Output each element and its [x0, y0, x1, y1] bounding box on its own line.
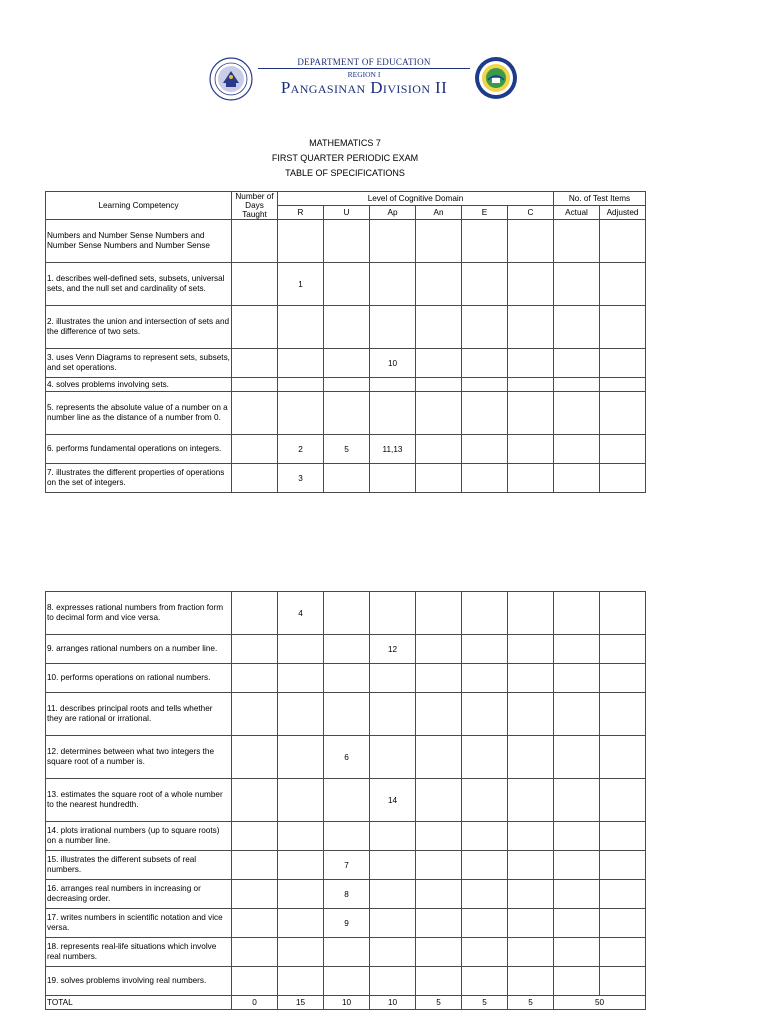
ap-cell: [370, 392, 416, 435]
adjusted-cell: [600, 693, 646, 736]
competency-cell: 10. performs operations on rational numbers.: [46, 664, 232, 693]
ap-cell: 14: [370, 779, 416, 822]
actual-cell: [554, 736, 600, 779]
u-cell: [324, 779, 370, 822]
e-cell: [462, 909, 508, 938]
competency-cell: 19. solves problems involving real numbers.: [46, 967, 232, 996]
r-cell: [278, 967, 324, 996]
adjusted-cell: [600, 435, 646, 464]
days-cell: [232, 938, 278, 967]
ap-cell: [370, 664, 416, 693]
c-cell: [508, 435, 554, 464]
actual-cell: [554, 938, 600, 967]
ap-cell: 11,13: [370, 435, 416, 464]
table-row: [46, 435, 646, 464]
days-cell: [232, 693, 278, 736]
adjusted-cell: [600, 378, 646, 392]
header-rule: [258, 68, 470, 69]
adjusted-cell: [600, 635, 646, 664]
c-cell: [508, 909, 554, 938]
ap-cell: [370, 851, 416, 880]
adjusted-cell: [600, 779, 646, 822]
c-cell: [508, 822, 554, 851]
r-cell: [278, 392, 324, 435]
r-cell: [278, 378, 324, 392]
total-label: TOTAL: [46, 996, 232, 1010]
e-cell: [462, 220, 508, 263]
an-cell: [416, 851, 462, 880]
c-cell: [508, 851, 554, 880]
ap-cell: [370, 736, 416, 779]
adjusted-cell: [600, 822, 646, 851]
u-cell: [324, 592, 370, 635]
r-cell: [278, 779, 324, 822]
competency-cell: 6. performs fundamental operations on integers.: [46, 435, 232, 464]
e-cell: [462, 736, 508, 779]
days-cell: [232, 306, 278, 349]
adjusted-cell: [600, 938, 646, 967]
exam-title: FIRST QUARTER PERIODIC EXAM: [271, 153, 419, 163]
table-row: [46, 909, 646, 938]
adjusted-cell: [600, 306, 646, 349]
an-cell: [416, 392, 462, 435]
table-row: [46, 349, 646, 378]
actual-cell: [554, 664, 600, 693]
c-cell: [508, 220, 554, 263]
competency-cell: 7. illustrates the different properties of operations on the set of integers.: [46, 464, 232, 493]
u-cell: [324, 392, 370, 435]
actual-cell: [554, 779, 600, 822]
an-cell: [416, 736, 462, 779]
header-level-u: U: [324, 206, 370, 220]
an-cell: [416, 909, 462, 938]
adjusted-cell: [600, 464, 646, 493]
adjusted-cell: [600, 880, 646, 909]
total-test-items: 50: [554, 996, 646, 1010]
ap-cell: [370, 822, 416, 851]
c-cell: [508, 693, 554, 736]
c-cell: [508, 263, 554, 306]
table-row: [46, 635, 646, 664]
department-name: DEPARTMENT OF EDUCATION: [297, 57, 431, 67]
days-cell: [232, 263, 278, 306]
header-test-items: No. of Test Items: [554, 192, 646, 206]
u-cell: 7: [324, 851, 370, 880]
an-cell: [416, 435, 462, 464]
ap-cell: [370, 220, 416, 263]
table-row: [46, 306, 646, 349]
an-cell: [416, 635, 462, 664]
division-name: Pangasinan Division II: [280, 78, 448, 97]
u-cell: 5: [324, 435, 370, 464]
competency-cell: 15. illustrates the different subsets of real numbers.: [46, 851, 232, 880]
total-ap: 10: [370, 996, 416, 1010]
header-learning-competency: Learning Competency: [46, 192, 232, 220]
e-cell: [462, 664, 508, 693]
competency-cell: 3. uses Venn Diagrams to represent sets, subsets, and set operations.: [46, 349, 232, 378]
u-cell: [324, 378, 370, 392]
actual-cell: [554, 693, 600, 736]
an-cell: [416, 464, 462, 493]
days-cell: [232, 635, 278, 664]
u-cell: 8: [324, 880, 370, 909]
total-e: 5: [462, 996, 508, 1010]
competency-cell: 2. illustrates the union and intersection of sets and the difference of two sets.: [46, 306, 232, 349]
table-row: [46, 851, 646, 880]
adjusted-cell: [600, 392, 646, 435]
u-cell: [324, 635, 370, 664]
header-days-taught: Number of Days Taught: [232, 192, 278, 220]
total-an: 5: [416, 996, 462, 1010]
specifications-table-part-1: [45, 191, 646, 493]
c-cell: [508, 349, 554, 378]
c-cell: [508, 938, 554, 967]
c-cell: [508, 592, 554, 635]
total-u: 10: [324, 996, 370, 1010]
c-cell: [508, 967, 554, 996]
e-cell: [462, 392, 508, 435]
actual-cell: [554, 263, 600, 306]
u-cell: [324, 263, 370, 306]
days-cell: [232, 435, 278, 464]
competency-cell: 4. solves problems involving sets.: [46, 378, 232, 392]
ap-cell: [370, 880, 416, 909]
document-titles: [0, 136, 690, 181]
table-row: [46, 464, 646, 493]
adjusted-cell: [600, 349, 646, 378]
table-row: [46, 263, 646, 306]
actual-cell: [554, 349, 600, 378]
days-cell: [232, 822, 278, 851]
header-level-c: C: [508, 206, 554, 220]
an-cell: [416, 349, 462, 378]
c-cell: [508, 880, 554, 909]
days-cell: [232, 967, 278, 996]
ap-cell: [370, 378, 416, 392]
header-level-r: R: [278, 206, 324, 220]
e-cell: [462, 967, 508, 996]
competency-cell: 16. arranges real numbers in increasing or decreasing order.: [46, 880, 232, 909]
an-cell: [416, 664, 462, 693]
an-cell: [416, 693, 462, 736]
days-cell: [232, 378, 278, 392]
days-cell: [232, 349, 278, 378]
e-cell: [462, 635, 508, 664]
an-cell: [416, 880, 462, 909]
e-cell: [462, 779, 508, 822]
u-cell: 9: [324, 909, 370, 938]
days-cell: [232, 464, 278, 493]
ap-cell: [370, 306, 416, 349]
competency-cell: 8. expresses rational numbers from fraction form to decimal form and vice versa.: [46, 592, 232, 635]
actual-cell: [554, 822, 600, 851]
competency-cell: 9. arranges rational numbers on a number line.: [46, 635, 232, 664]
r-cell: 2: [278, 435, 324, 464]
e-cell: [462, 592, 508, 635]
r-cell: [278, 635, 324, 664]
c-cell: [508, 664, 554, 693]
u-cell: [324, 693, 370, 736]
header-adjusted: Adjusted: [600, 206, 646, 220]
ap-cell: [370, 693, 416, 736]
table-row: [46, 392, 646, 435]
u-cell: [324, 306, 370, 349]
actual-cell: [554, 435, 600, 464]
competency-cell: 18. represents real-life situations which involve real numbers.: [46, 938, 232, 967]
header-level-e: E: [462, 206, 508, 220]
c-cell: [508, 635, 554, 664]
ap-cell: [370, 464, 416, 493]
r-cell: [278, 693, 324, 736]
adjusted-cell: [600, 592, 646, 635]
table-title: TABLE OF SPECIFICATIONS: [285, 168, 405, 178]
days-cell: [232, 664, 278, 693]
actual-cell: [554, 967, 600, 996]
header-level-an: An: [416, 206, 462, 220]
an-cell: [416, 263, 462, 306]
e-cell: [462, 435, 508, 464]
c-cell: [508, 306, 554, 349]
ap-cell: [370, 909, 416, 938]
e-cell: [462, 263, 508, 306]
competency-cell: 14. plots irrational numbers (up to square roots) on a number line.: [46, 822, 232, 851]
u-cell: [324, 967, 370, 996]
table-row: [46, 736, 646, 779]
days-cell: [232, 736, 278, 779]
letterhead: [0, 0, 768, 110]
r-cell: [278, 851, 324, 880]
e-cell: [462, 464, 508, 493]
actual-cell: [554, 635, 600, 664]
division-seal-icon: [474, 56, 518, 100]
competency-cell: 5. represents the absolute value of a number on a number line as the distance of a number from 0.: [46, 392, 232, 435]
e-cell: [462, 378, 508, 392]
days-cell: [232, 779, 278, 822]
total-days: 0: [232, 996, 278, 1010]
e-cell: [462, 306, 508, 349]
e-cell: [462, 880, 508, 909]
table-row: [46, 967, 646, 996]
table-row: [46, 880, 646, 909]
an-cell: [416, 378, 462, 392]
r-cell: [278, 220, 324, 263]
table-row: [46, 378, 646, 392]
actual-cell: [554, 220, 600, 263]
deped-seal-icon: [209, 57, 253, 101]
days-cell: [232, 220, 278, 263]
u-cell: [324, 664, 370, 693]
competency-cell: 11. describes principal roots and tells whether they are rational or irrational.: [46, 693, 232, 736]
adjusted-cell: [600, 967, 646, 996]
an-cell: [416, 779, 462, 822]
adjusted-cell: [600, 851, 646, 880]
competency-cell: 13. estimates the square root of a whole number to the nearest hundredth.: [46, 779, 232, 822]
specifications-table-part-2: [45, 591, 646, 1010]
an-cell: [416, 306, 462, 349]
an-cell: [416, 822, 462, 851]
e-cell: [462, 851, 508, 880]
competency-cell: 1. describes well-defined sets, subsets, universal sets, and the null set and cardinality of sets.: [46, 263, 232, 306]
adjusted-cell: [600, 263, 646, 306]
r-cell: [278, 938, 324, 967]
r-cell: [278, 349, 324, 378]
u-cell: [324, 464, 370, 493]
r-cell: 4: [278, 592, 324, 635]
e-cell: [462, 938, 508, 967]
adjusted-cell: [600, 220, 646, 263]
adjusted-cell: [600, 909, 646, 938]
r-cell: [278, 664, 324, 693]
u-cell: 6: [324, 736, 370, 779]
r-cell: 1: [278, 263, 324, 306]
r-cell: [278, 822, 324, 851]
days-cell: [232, 909, 278, 938]
competency-cell: 17. writes numbers in scientific notation and vice versa.: [46, 909, 232, 938]
c-cell: [508, 779, 554, 822]
header-actual: Actual: [554, 206, 600, 220]
table-row: [46, 592, 646, 635]
total-c: 5: [508, 996, 554, 1010]
header-cognitive-domain: Level of Cognitive Domain: [278, 192, 554, 206]
ap-cell: [370, 938, 416, 967]
actual-cell: [554, 851, 600, 880]
days-cell: [232, 592, 278, 635]
header-level-ap: Ap: [370, 206, 416, 220]
subject-title: MATHEMATICS 7: [309, 138, 381, 148]
table-row: [46, 220, 646, 263]
table-row: [46, 938, 646, 967]
c-cell: [508, 464, 554, 493]
actual-cell: [554, 880, 600, 909]
actual-cell: [554, 306, 600, 349]
table-row: [46, 779, 646, 822]
e-cell: [462, 349, 508, 378]
adjusted-cell: [600, 736, 646, 779]
total-row: [46, 996, 646, 1010]
r-cell: [278, 909, 324, 938]
actual-cell: [554, 909, 600, 938]
u-cell: [324, 220, 370, 263]
days-cell: [232, 851, 278, 880]
table-row: [46, 693, 646, 736]
c-cell: [508, 392, 554, 435]
adjusted-cell: [600, 664, 646, 693]
actual-cell: [554, 464, 600, 493]
actual-cell: [554, 592, 600, 635]
u-cell: [324, 822, 370, 851]
ap-cell: [370, 592, 416, 635]
u-cell: [324, 938, 370, 967]
an-cell: [416, 938, 462, 967]
actual-cell: [554, 392, 600, 435]
total-r: 15: [278, 996, 324, 1010]
r-cell: 3: [278, 464, 324, 493]
e-cell: [462, 693, 508, 736]
r-cell: [278, 880, 324, 909]
an-cell: [416, 592, 462, 635]
ap-cell: 10: [370, 349, 416, 378]
c-cell: [508, 378, 554, 392]
days-cell: [232, 880, 278, 909]
c-cell: [508, 736, 554, 779]
competency-cell: 12. determines between what two integers the square root of a number is.: [46, 736, 232, 779]
table-row: [46, 822, 646, 851]
an-cell: [416, 967, 462, 996]
ap-cell: [370, 967, 416, 996]
ap-cell: [370, 263, 416, 306]
u-cell: [324, 349, 370, 378]
region-name: REGION I: [347, 70, 381, 79]
e-cell: [462, 822, 508, 851]
ap-cell: 12: [370, 635, 416, 664]
days-cell: [232, 392, 278, 435]
table-row: [46, 664, 646, 693]
an-cell: [416, 220, 462, 263]
r-cell: [278, 306, 324, 349]
competency-cell: Numbers and Number Sense Numbers and Number Sense Numbers and Number Sense: [46, 220, 232, 263]
r-cell: [278, 736, 324, 779]
actual-cell: [554, 378, 600, 392]
